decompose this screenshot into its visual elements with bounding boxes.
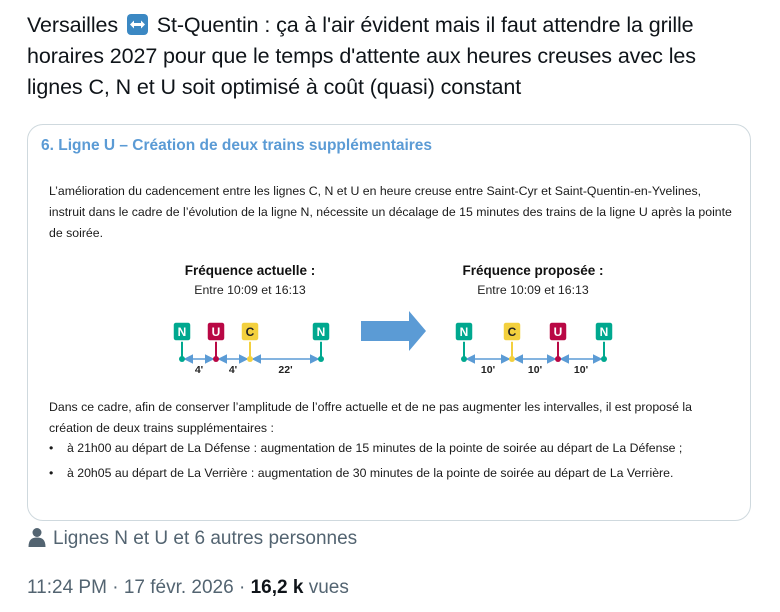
bullet-dot: • [49,466,54,480]
current-interval-label: 22' [278,364,293,376]
current-frequency-subtitle: Entre 10:09 et 16:13 [194,283,306,297]
tweet-text [27,10,757,103]
proposed-marker-dot [509,356,515,362]
proposed-line-n-label: N [599,325,609,339]
current-line-u-label: U [211,325,221,339]
proposed-timeline [455,322,613,376]
proposed-frequency-subtitle: Entre 10:09 et 16:13 [477,283,589,297]
current-frequency-title: Fréquence actuelle : [184,263,316,278]
current-marker-dot [247,356,253,362]
right-arrow-icon [361,311,426,351]
bullet-text: à 21h00 au départ de La Défense : augmentation de 15 minutes de la pointe de soirée au départ de La Défense ; [67,441,683,455]
tweet-time[interactable]: 11:24 PM [27,577,107,598]
tweet-meta [27,577,349,599]
left-right-arrow-icon [127,14,148,35]
proposed-marker-dot [555,356,561,362]
document-context: Dans ce cadre, afin de conserver l’amplitude de l’offre actuelle et de ne pas augmenter les intervalles, il est proposé la création de deux trains supplémentaires : [49,400,692,435]
bullet-dot: • [49,441,54,455]
current-marker-dot [318,356,324,362]
tagged-people[interactable] [27,527,357,550]
proposed-line-c-label: C [507,325,517,339]
views-label: vues [308,577,349,598]
meta-separator: · [112,577,119,598]
document-intro: L’amélioration du cadencement entre les lignes C, N et U en heure creuse entre Saint-Cyr et Saint-Quentin-en-Yvelines, instruit dans le cadre de l’évolution de la ligne N, nécessite un décalage de 15 minutes des trains de la ligne U après la pointe de soirée. [49,184,732,240]
tweet-text-part2: St-Quentin : ça à l'air évident mais il faut attendre la grille horaires 2027 pour que le temps d'attente aux heures creuses avec les lignes C, N et U soit optimisé à coût (quasi) constant [27,13,696,99]
document-title: 6. Ligne U – Création de deux trains supplémentaires [41,137,433,154]
bullet-text: à 20h05 au départ de La Verrière : augmentation de 30 minutes de la pointe de soirée au départ de La Verrière. [67,466,674,480]
current-interval-label: 4' [228,364,238,376]
tagged-people-label: Lignes N et U et 6 autres personnes [53,528,358,549]
proposed-line-n-label: N [459,325,469,339]
proposed-frequency-title: Fréquence proposée : [462,263,604,278]
proposed-marker-dot [601,356,607,362]
media-card[interactable] [27,124,751,521]
bullet-item-1 [49,441,739,455]
proposed-marker-dot [461,356,467,362]
proposed-line-u-label: U [553,325,563,339]
current-line-c-label: C [245,325,255,339]
current-marker-dot [213,356,219,362]
views-count: 16,2 k [250,577,304,598]
proposed-interval-label: 10' [573,364,589,376]
current-timeline [173,322,330,376]
proposed-interval-label: 10' [480,364,496,376]
current-interval-label: 4' [194,364,204,376]
frequency-diagram [28,125,750,385]
person-icon [27,527,47,547]
proposed-interval-label: 10' [527,364,543,376]
meta-separator: · [238,577,246,598]
current-line-n-label: N [177,325,187,339]
tweet-text-part1: Versailles [27,13,124,37]
current-marker-dot [179,356,185,362]
tweet-date[interactable]: 17 févr. 2026 [123,577,234,598]
current-line-n-label: N [316,325,326,339]
bullet-item-2 [49,466,739,480]
